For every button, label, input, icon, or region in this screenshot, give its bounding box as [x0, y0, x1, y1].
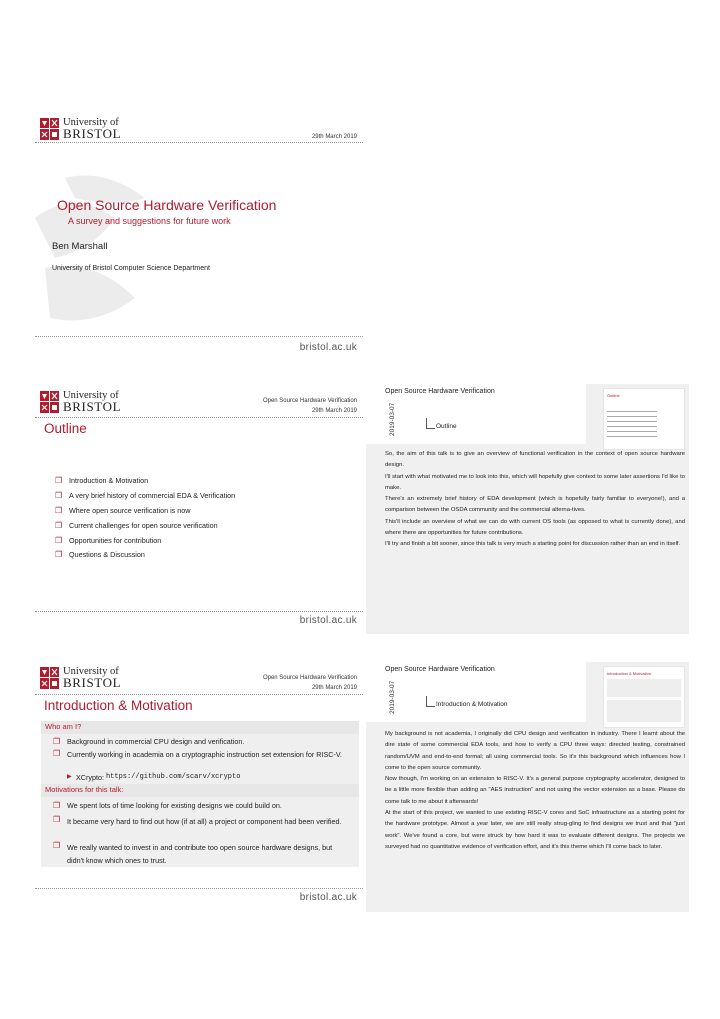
bullet-icon: ❐	[53, 841, 61, 850]
slide1-author: Ben Marshall	[52, 241, 108, 252]
slide1-subtitle: A survey and suggestions for future work	[68, 216, 231, 226]
notes-title: Open Source Hardware Verification	[385, 388, 495, 395]
bullet-icon: ❐	[55, 521, 63, 530]
notes-section: Outline	[436, 423, 457, 430]
slide3-date: 29th March 2019	[311, 685, 357, 691]
bullet-icon: ❐	[55, 550, 63, 559]
notes-paragraph: So, the aim of this talk is to give an overview of functional verification in the context of open source hardware design.	[385, 451, 685, 469]
notes-paragraph: At the start of this project, we wanted to use existing RISC-V cores and SoC infrastructure as a starting point for the hardware prototype. Almost a year later, we are still really strug-gling to find designs we trust and that "just work". We've found a core, but were struck by how hard it was to evaluate different designs. The projects we surveyed had no quantitative evidence of verification effort, and it's this theme which I'll come back to later.	[385, 810, 685, 850]
box-item-label: We really wanted to invest in and contribute too open source hardware designs, but didn't know which ones to trust.	[67, 843, 333, 865]
notes-paragraph: I'll start with what motivated me to look into this, which will hopefully give context to some later assertions I'd like to make.	[385, 473, 685, 491]
bullet-icon: ❐	[55, 476, 63, 485]
motivations-box	[41, 784, 359, 867]
notes-text	[385, 729, 685, 853]
bullet-icon: ❐	[55, 536, 63, 545]
notes-paragraph: My background is not academia, I originally did CPU design and verification in industry. There I learnt about the dire state of some commercial EDA tools, and how to verify a CPU three ways: directed testing, constrained random/UVM and end-to-end formal; all using commercial tools. So it's this background which influences how I come to the open source community.	[385, 731, 685, 771]
bullet-icon: ❐	[55, 506, 63, 515]
notes-paragraph: This'll include an overview of what we can do with current OS tools (as opposed to what is currently done), and where there are opportunities for future contributions.	[385, 518, 685, 537]
footer-divider	[35, 336, 363, 337]
box-subitem	[67, 773, 240, 782]
outline-item-label: Introduction & Motivation	[69, 476, 149, 485]
watermark-crest-icon	[35, 158, 185, 358]
box-item	[53, 841, 343, 867]
outline-item	[55, 491, 235, 501]
logo-line2: BRISTOL	[63, 399, 122, 414]
notes-panel	[366, 384, 689, 634]
notes-title: Open Source Hardware Verification	[385, 666, 495, 673]
bullet-icon: ❐	[53, 801, 61, 810]
who-am-i-box	[41, 721, 359, 784]
thumbnail-title: Introduction & Motivation	[607, 671, 652, 676]
footer-url: bristol.ac.uk	[299, 342, 357, 353]
thumbnail-title: Outline	[607, 393, 620, 398]
slide-thumbnail	[603, 388, 685, 450]
slide1-date: 29th March 2019	[311, 134, 357, 140]
bullet-icon: ❐	[53, 749, 61, 758]
footer-url: bristol.ac.uk	[299, 615, 357, 626]
university-logo	[40, 118, 121, 140]
notes-paragraph: Now though, I'm working on an extension to RISC-V. It's a general purpose cryptography accelerator, designed to be a little more flexible than adding an "AES instruction" and not using the vector extension as a base. Please do come talk to me about it afterwards!	[385, 776, 685, 805]
box-item	[53, 815, 343, 828]
outline-item	[55, 506, 190, 516]
notes-text	[385, 449, 685, 551]
outline-item-label: Questions & Discussion	[69, 550, 145, 559]
box-item-label: We spent lots of time looking for existing designs we could build on.	[67, 801, 282, 810]
notes-paragraph: I'll try and finish a bit sooner, since this talk is very much a starting point for discussion rather than an end in itself.	[385, 541, 681, 548]
bristol-crest-icon	[40, 667, 59, 689]
box-title: Motivations for this talk:	[41, 784, 359, 797]
outline-item-label: Opportunities for contribution	[69, 536, 162, 545]
notes-panel	[366, 662, 689, 912]
outline-slide	[35, 384, 363, 634]
thumbnail-lines	[607, 411, 657, 437]
outline-item	[55, 550, 145, 560]
footer-divider	[35, 888, 363, 889]
box-item	[53, 749, 343, 760]
slide2-title: Outline	[44, 421, 87, 436]
thumbnail-box	[607, 700, 681, 722]
header-divider	[35, 694, 363, 695]
title-slide	[35, 108, 363, 358]
box-title: Who am I?	[41, 721, 359, 734]
header-divider	[35, 417, 363, 418]
outline-item-label: Where open source verification is now	[69, 506, 191, 515]
box-item-label: Background in commercial CPU design and verification.	[67, 737, 245, 746]
outline-item	[55, 521, 218, 531]
intro-slide	[35, 662, 363, 912]
notes-date: 2019-03-07	[389, 680, 396, 714]
notes-date: 2019-03-07	[389, 402, 396, 436]
bullet-icon: ❐	[55, 491, 63, 500]
outline-item	[55, 476, 148, 486]
slide1-title: Open Source Hardware Verification	[57, 197, 277, 213]
header-divider	[35, 142, 363, 143]
slide-thumbnail	[603, 666, 685, 728]
university-logo	[40, 667, 121, 689]
footer-divider	[35, 611, 363, 612]
outline-item	[55, 536, 161, 546]
slide1-affiliation: University of Bristol Computer Science Department	[52, 265, 210, 272]
logo-line1: University of	[63, 390, 119, 401]
header-title: Open Source Hardware Verification	[262, 675, 357, 681]
header-title: Open Source Hardware Verification	[262, 398, 357, 404]
box-item-label: Currently working in academia on a cryptographic instruction set extension for RISC-V.	[67, 750, 342, 759]
slide3-title: Introduction & Motivation	[44, 698, 193, 713]
logo-line1: University of	[63, 117, 119, 128]
section-bracket	[426, 696, 435, 707]
bristol-crest-icon	[40, 391, 59, 413]
bullet-icon: ❐	[53, 815, 61, 824]
triangle-icon: ▶	[67, 774, 72, 780]
box-subitem-label: XCrypto:	[76, 773, 106, 782]
slide2-date: 29th March 2019	[311, 408, 357, 414]
bristol-crest-icon	[40, 118, 59, 140]
box-item	[53, 801, 282, 811]
outline-item-label: A very brief history of commercial EDA & Verification	[69, 491, 236, 500]
footer-url: bristol.ac.uk	[299, 892, 357, 903]
box-item-label: It became very hard to find out how (if at all) a project or component had been verified.	[67, 817, 342, 826]
notes-paragraph: There's an extremely brief history of EDA development (which is hopefully fairly familiar to everyone!), and a comparison between the OSDA community and the commercial alterna-tives.	[385, 496, 685, 514]
xcrypto-link[interactable]: https://github.com/scarv/xcrypto	[105, 773, 241, 781]
outline-item-label: Current challenges for open source verification	[69, 521, 218, 530]
logo-line2: BRISTOL	[63, 675, 122, 690]
notes-section: Introduction & Motivation	[436, 701, 508, 708]
logo-line2: BRISTOL	[63, 126, 122, 141]
bullet-icon: ❐	[53, 737, 61, 746]
thumbnail-box	[607, 679, 681, 697]
box-item	[53, 737, 244, 747]
logo-line1: University of	[63, 666, 119, 677]
section-bracket	[426, 418, 435, 429]
university-logo	[40, 391, 121, 413]
